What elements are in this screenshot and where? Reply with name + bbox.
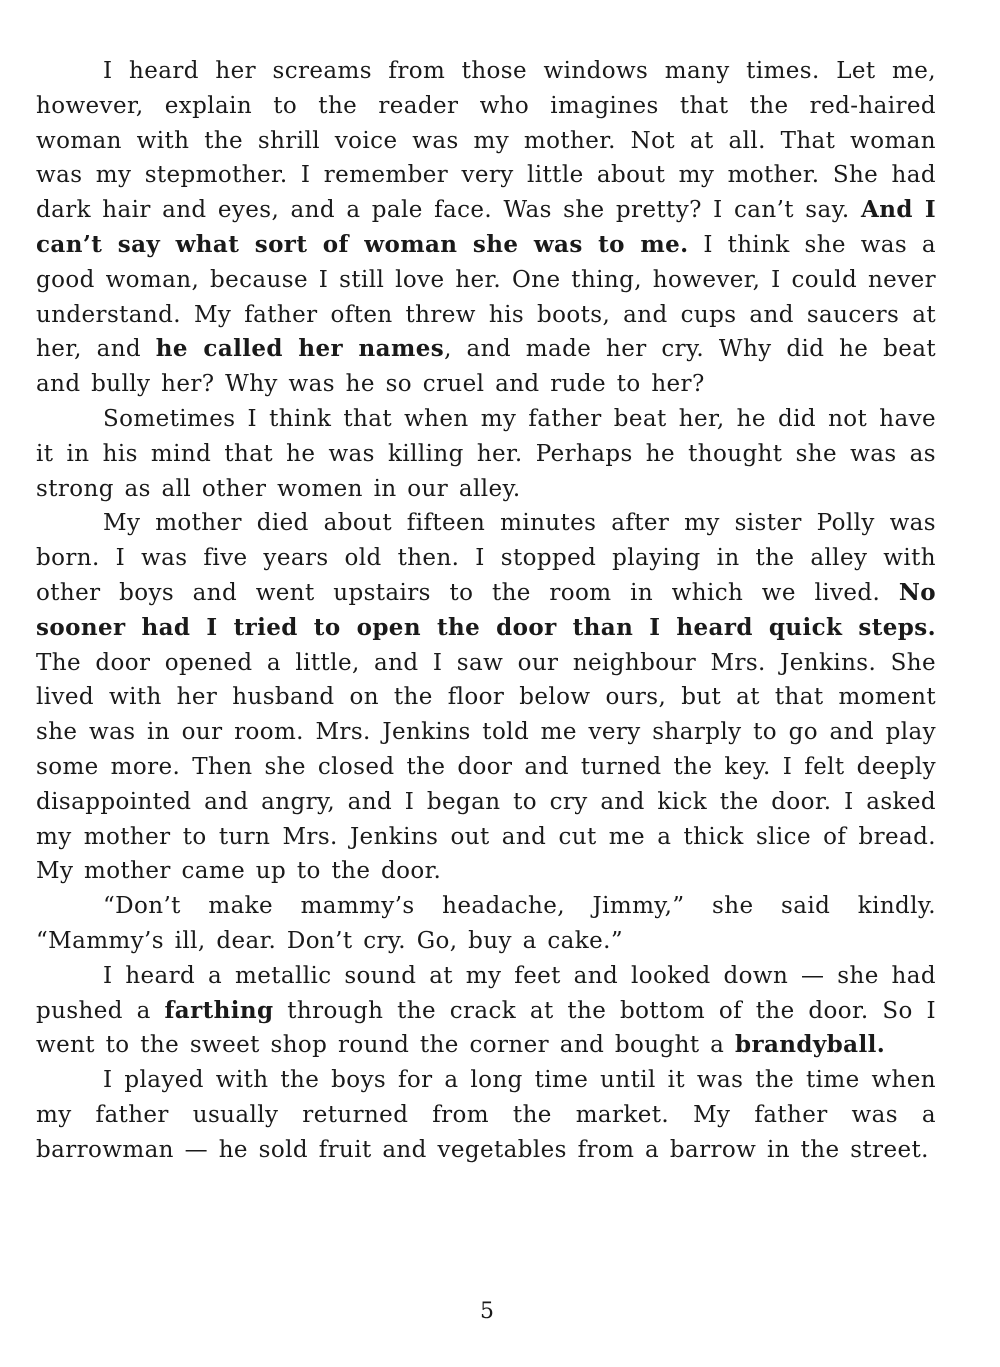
text-run: I heard her screams from those windows many times. Let me, however, explain to the reader who imagines that the red-haired woman with the shrill voice was my mother. Not at all. That woman was my stepmother. I remember very little about my mother. She had dark hair and eyes, and a pale face. Was she pretty? I can’t say. <box>36 58 936 224</box>
body-text <box>36 54 936 1168</box>
paragraph <box>36 889 936 959</box>
text-run: I played with the boys for a long time until it was the time when my father usually returned from the market. My father was a barrowman — he sold fruit and vegetables from a barrow in the street. <box>36 1067 936 1163</box>
paragraph <box>36 959 936 1063</box>
text-run: I heard a metallic sound at my feet and looked down — she had pushed a <box>36 962 936 1024</box>
text-run: The door opened a little, and I saw our neighbour Mrs. Jenkins. She lived with her husband on the floor below ours, but at that moment she was in our room. Mrs. Jenkins told me very sharply to go and play some more. Then she closed the door and turned the key. I felt deeply disappointed and angry, and I began to cry and kick the door. I asked my mother to turn Mrs. Jenkins out and cut me a thick slice of bread. My mother came up to the door. <box>36 649 936 885</box>
paragraph <box>36 402 936 506</box>
bold-phrase: brandyball. <box>735 1031 886 1059</box>
text-run: I think she was a good woman, because I still love her. One thing, however, I could never understand. My father often threw his boots, and cups and saucers at her, and <box>36 231 936 363</box>
bold-phrase: he called her names <box>155 335 445 363</box>
text-run: through the crack at the bottom of the door. So I went to the sweet shop round the corner and bought a <box>36 997 936 1059</box>
bold-phrase: And I can’t say what sort of woman she was to me. <box>36 196 936 258</box>
page-number: 5 <box>480 1299 494 1324</box>
paragraph <box>36 506 936 889</box>
paragraph <box>36 54 936 402</box>
text-run: “Don’t make mammy’s headache, Jimmy,” she said kindly. “Mammy’s ill, dear. Don’t cry. Go, buy a cake.” <box>36 893 936 954</box>
bold-phrase: No sooner had I tried to open the door than I heard quick steps. <box>36 578 936 641</box>
paragraph <box>36 1063 936 1167</box>
text-run: , and made her cry. Why did he beat and bully her? Why was he so cruel and rude to her? <box>36 336 936 398</box>
text-run: My mother died about fifteen minutes after my sister Polly was born. I was five years old then. I stopped playing in the alley with other boys and went upstairs to the room in which we lived. <box>36 510 936 606</box>
bold-phrase: farthing <box>164 996 274 1024</box>
text-run: Sometimes I think that when my father beat her, he did not have it in his mind that he was killing her. Perhaps he thought she was as strong as all other women in our alley. <box>36 405 936 502</box>
